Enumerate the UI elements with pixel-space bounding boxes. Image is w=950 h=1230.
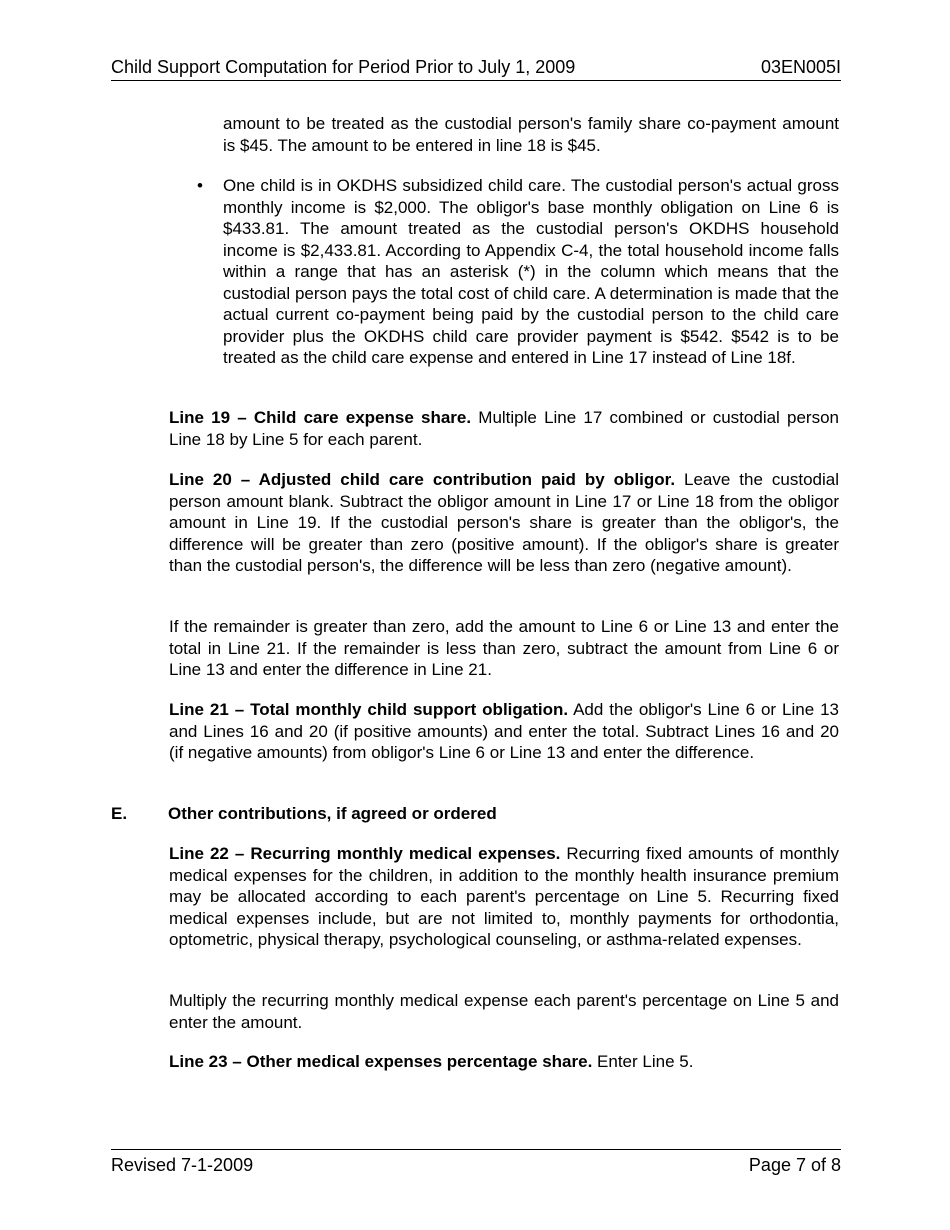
revised-date: Revised 7-1-2009 [111, 1155, 254, 1175]
line-21-paragraph [169, 699, 839, 764]
bullet-marker: • [197, 176, 203, 195]
remainder-paragraph: If the remainder is greater than zero, add the amount to Line 6 or Line 13 and enter the total in Line 21. If the remainder is less than zero, subtract the amount from Line 6 or Line 13 and enter the difference in Line 21. [169, 617, 839, 679]
line-23-text: Enter Line 5. [592, 1052, 694, 1071]
document-code: 03EN005I [760, 57, 841, 77]
page-number: Page 7 of 8 [748, 1155, 841, 1175]
line-19-paragraph [169, 407, 839, 450]
line-21-text: Add the obligor's Line 6 or Line 13 and Lines 16 and 20 (if positive amounts) and enter the total. Subtract Lines 16 and 20 (if negative amounts) from obligor's Line 6 or Line 13 and enter the difference. [169, 700, 839, 762]
line-22-paragraph [169, 843, 839, 951]
section-letter: E. [111, 804, 128, 823]
line-19-text: Multiple Line 17 combined or custodial person Line 18 by Line 5 for each parent. [169, 408, 840, 449]
line-21-heading: Line 21 – Total monthly child support obligation. [169, 700, 569, 719]
line-20-text: Leave the custodial person amount blank. Subtract the obligor amount in Line 17 or Line 18 from the obligor amount in Line 19. If the custodial person's share is greater than the obligor's, the difference will be greater than zero (positive amount). If the obligor's share is greater than the custodial person's, the difference will be less than zero (negative amount). [169, 470, 840, 575]
line-23-heading: Line 23 – Other medical expenses percentage share. [169, 1052, 593, 1071]
page-header [111, 56, 841, 81]
line-20-paragraph [169, 469, 839, 577]
line-20-heading: Line 20 – Adjusted child care contribution paid by obligor. [169, 470, 676, 489]
line-23-paragraph [169, 1051, 839, 1073]
bullet-example-paragraph: One child is in OKDHS subsidized child care. The custodial person's actual gross monthly income is $2,000. The obligor's base monthly obligation on Line 6 is $433.81. The amount treated as the custodial person's OKDHS household income is $2,433.81. According to Appendix C-4, the total household income falls within a range that has an asterisk (*) in the column which means that the custodial person pays the total cost of child care. A determination is made that the actual current co-payment being paid by the custodial person to the child care provider plus the OKDHS child care provider payment is $542. $542 is to be treated as the child care expense and entered in Line 17 instead of Line 18f. [223, 176, 839, 367]
continuation-paragraph: amount to be treated as the custodial person's family share co-payment amount is $45. The amount to be entered in line 18 is $45. [223, 114, 839, 155]
multiply-paragraph: Multiply the recurring monthly medical expense each parent's percentage on Line 5 and enter the amount. [169, 991, 839, 1032]
line-19-heading: Line 19 – Child care expense share. [169, 408, 472, 427]
line-22-text: Recurring fixed amounts of monthly medical expenses for the children, in addition to the monthly health insurance premium may be allocated according to each parent's percentage on Line 5. Recurring fixed medical expenses include, but are not limited to, monthly payments for orthodontia, optometric, physical therapy, psychological counseling, or asthma-related expenses. [169, 844, 839, 949]
page-footer [111, 1149, 841, 1176]
line-22-heading: Line 22 – Recurring monthly medical expenses. [169, 844, 561, 863]
header-title: Child Support Computation for Period Prior to July 1, 2009 [111, 57, 576, 77]
section-title: Other contributions, if agreed or ordered [168, 804, 497, 823]
